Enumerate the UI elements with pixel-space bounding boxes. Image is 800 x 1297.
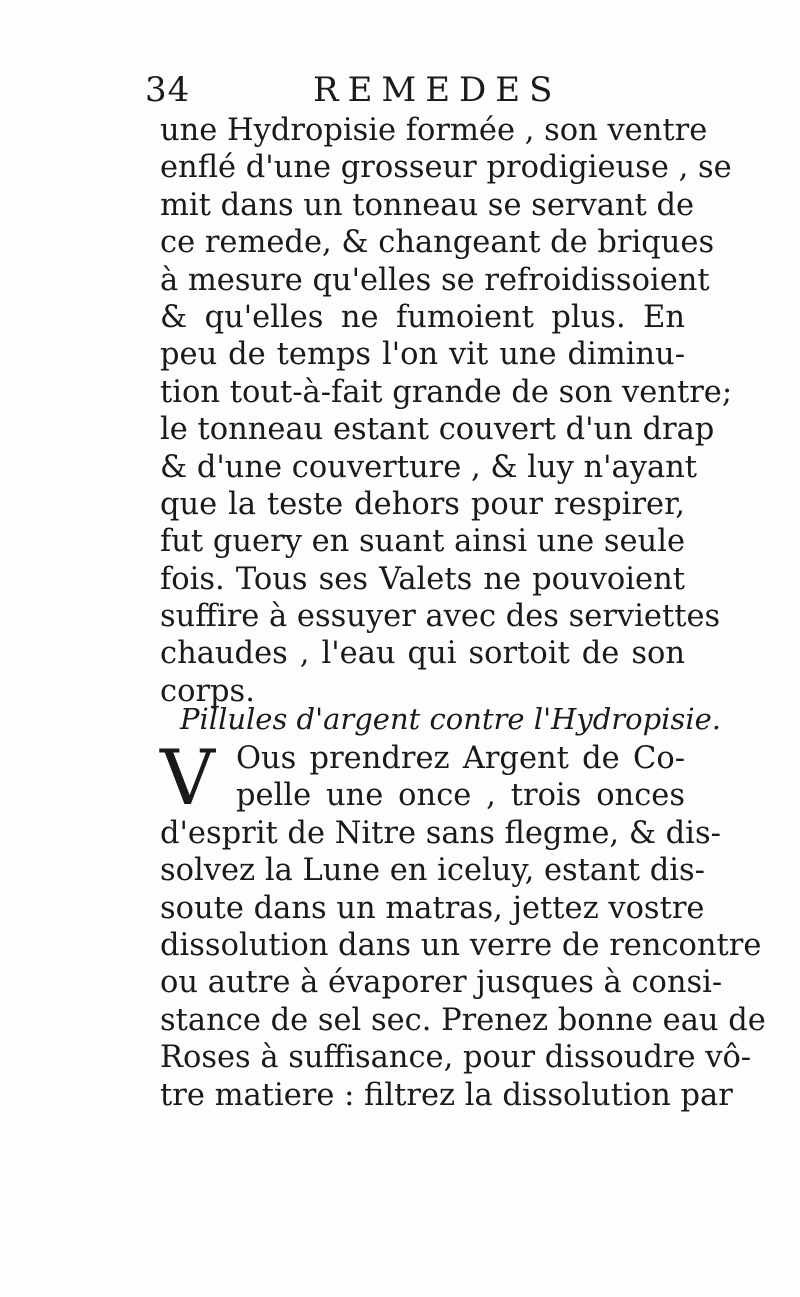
text-line: corps. (160, 673, 255, 709)
text-line: fois. Tous ses Valets ne pouvoient (160, 561, 685, 597)
text-line: mit dans un tonneau se servant de (160, 187, 695, 223)
text-line: ce remede, & changeant de briques (160, 225, 715, 261)
running-head: REMEDES (313, 70, 562, 110)
text-line: à mesure qu'elles se refroidissoient (160, 262, 710, 298)
text-line: ou autre à évaporer jusques à consi- (160, 965, 723, 1001)
text-line: pelle une once , trois onces (236, 778, 685, 814)
section-heading: Pillules d'argent contre l'Hydropisie. (180, 702, 721, 736)
text-line: tre matiere : filtrez la dissolution par (160, 1077, 733, 1113)
text-line: que la teste dehors pour respirer, (160, 486, 685, 522)
section-paragraph (160, 733, 766, 1114)
text-line: stance de sel sec. Prenez bonne eau de (160, 1002, 766, 1038)
text-line: soute dans un matras, jettez vostre (160, 890, 705, 926)
text-line: solvez la Lune en iceluy, estant dis- (160, 853, 705, 889)
text-line: & d'une couverture , & luy n'ayant (160, 449, 698, 485)
text-line: une Hydropisie formée , son ventre (160, 113, 708, 148)
text-line: chaudes , l'eau qui sortoit de son (160, 636, 685, 672)
text-line: peu de temps l'on vit une diminu- (160, 337, 685, 373)
drop-cap: V (160, 733, 215, 822)
text-line: Roses à suffisance, pour dissoudre vô- (160, 1040, 752, 1076)
body-paragraph (160, 112, 733, 710)
text-line: Ous prendrez Argent de Co- (236, 741, 685, 776)
page-header (145, 70, 685, 118)
text-line: fut guery en suant ainsi une seule (160, 524, 685, 560)
text-line: & qu'elles ne fumoient plus. En (160, 299, 685, 335)
text-line: dissolution dans un verre de rencontre (160, 927, 762, 963)
text-line: d'esprit de Nitre sans flegme, & dis- (160, 815, 721, 851)
page-number: 34 (145, 70, 191, 110)
text-line: le tonneau estant couvert d'un drap (160, 412, 715, 448)
text-line: enflé d'une grosseur prodigieuse , se (160, 150, 732, 186)
text-line: tion tout-à-fait grande de son ventre; (160, 374, 733, 410)
text-line: suffire à essuyer avec des serviettes (160, 599, 721, 635)
